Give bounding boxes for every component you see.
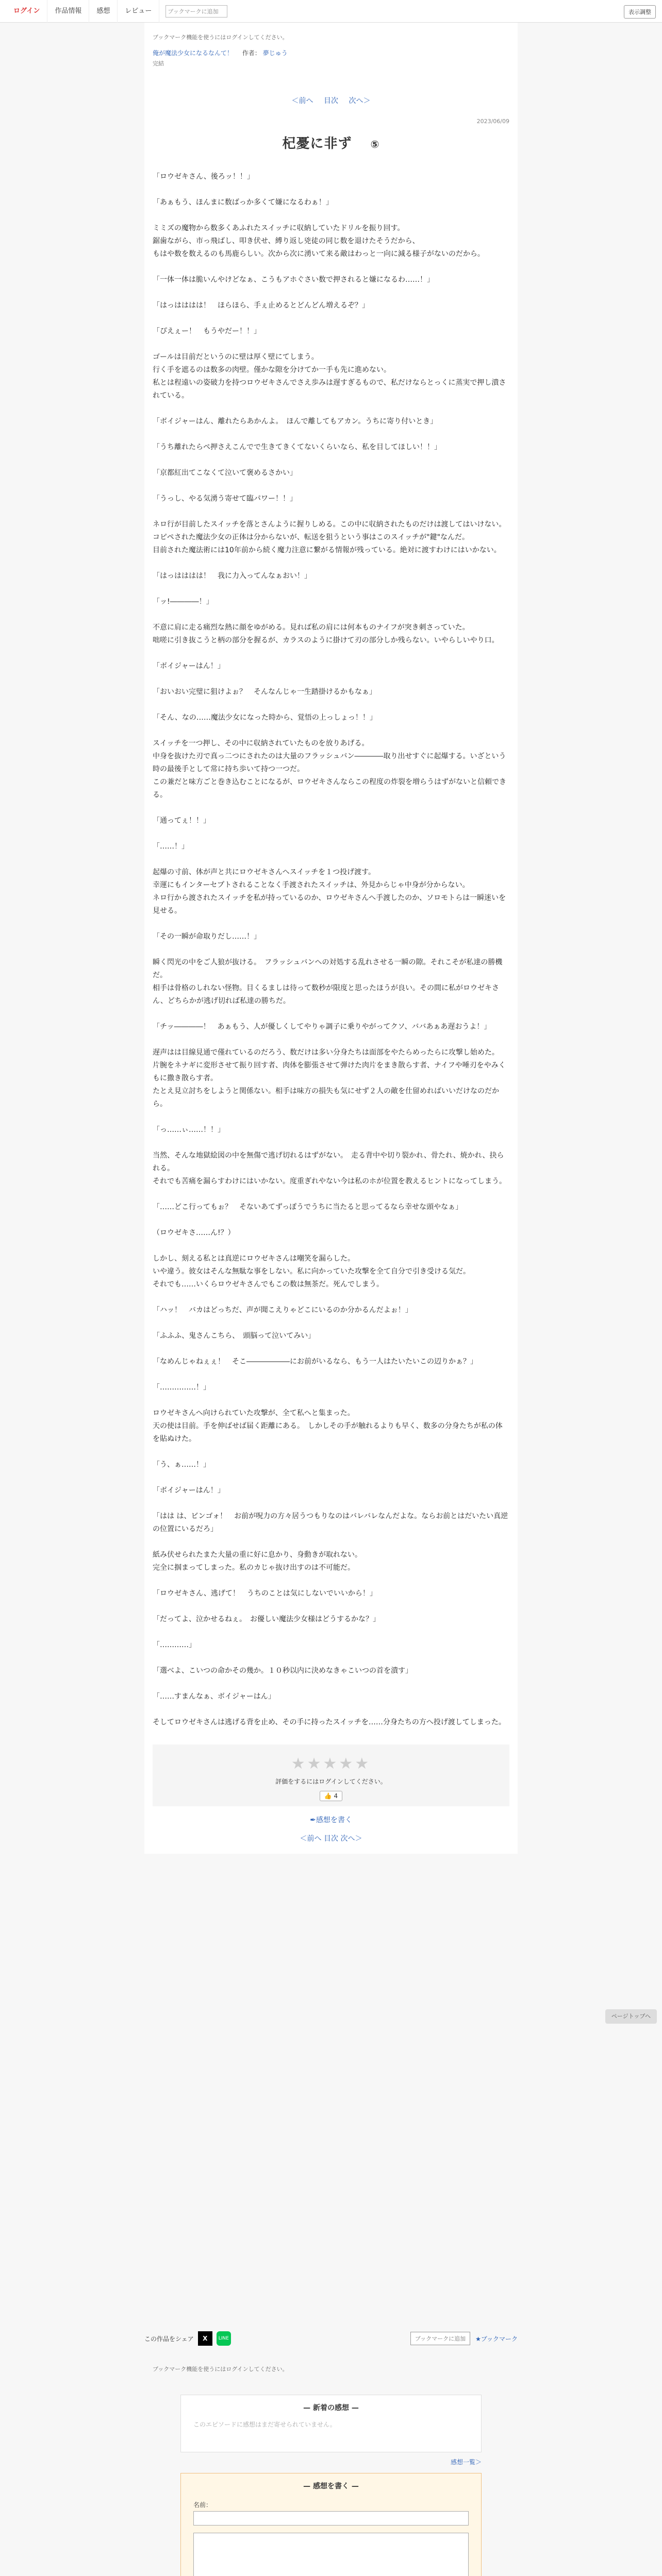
chapter-body xyxy=(153,171,509,1729)
paragraph: 当然、そんな地獄絵図の中を無傷で逃げ切れるはずがない。 走る背中や切り裂かれ、骨たれ、焼かれ、抉られる。 それでも苦痛を漏らすわけにはいかない。度重ぎれやない今は私のホが位置を教えるヒントになってしまう。 xyxy=(153,1151,506,1185)
paragraph: 「うっし、やる気湧う寄せて臨パワー！！」 xyxy=(153,495,297,503)
paragraph: そしてロウゼキさんは逃げる背を止め、その手に持ったスイッチを……分身たちの方へ投げ渡してしまった。 xyxy=(153,1718,506,1726)
chapter-date: 2023/06/09 xyxy=(476,118,509,125)
paragraph: 「……………！」 xyxy=(153,1383,210,1392)
author-label: 作者： xyxy=(242,49,261,57)
paragraph: 起爆の寸前、体が声と共にロウゼキさんへスイッチを１つ投げ渡す。 幸運にもインターセプトされることなく手渡されたスイッチは、外見からじゃ中身が分からない。 ネロ行から渡されたスイッチを私が持っているのか、ロウゼキさんへ手渡したのか、ソロモトらは一瞬迷いを見せる。 xyxy=(153,868,506,915)
paragraph: 紙み伏せられたまた大量の重に好に息かり、身動きが取れない。 完全に掴まってしまった。私のカじゃ抜け出すのは不可能だ。 xyxy=(153,1551,362,1572)
toc-link[interactable]: 目次 xyxy=(324,97,338,105)
paragraph: 「おいおい完璧に狙けよぉ？ そんなんじゃ一生踏掛けるかもなぁ」 xyxy=(153,688,376,696)
paragraph: 「…………」 xyxy=(153,1641,196,1649)
write-impression-link-wrap xyxy=(153,1815,509,1825)
bookmark-link[interactable]: ★ブックマーク xyxy=(475,2335,518,2343)
bookmark-note: ブックマーク機能を使うにはログインしてください。 xyxy=(153,34,288,41)
paragraph: 「チッ――――！ あぁもう、人が優しくしてやりゃ調子に乗りやがってクソ、ババあぁあ遅おうよ！」 xyxy=(153,1023,491,1031)
next-link-bottom[interactable]: 次へ＞ xyxy=(340,1835,362,1843)
no-impressions-message: このエピソードに感想はまだ寄せられていません。 xyxy=(193,2421,336,2428)
paragraph: 「ボイジャーはん！」 xyxy=(153,1486,225,1495)
paragraph: 瞬く閃光の中をご人狼が抜ける。 フラッシュバンへの対処する乱れさせる一瞬の隙。それこそが私達の勝機だ。 相手は骨格のしれない怪物。目くるましは待って数秒が限度と思ったほうが良い。その間に私がロウゼキさん、どちらかが逃げ切れば私達の勝ちだ。 xyxy=(153,958,503,1005)
paragraph: 「っ……ぃ……！！」 xyxy=(153,1126,225,1134)
paragraph: 「ボイジャーはん！」 xyxy=(153,662,225,670)
paragraph: 「はっはははは！ ほらほら、手ぇ止めるとどんどん増えるぞ？」 xyxy=(153,301,369,310)
line-share-icon[interactable]: LINE xyxy=(217,2331,231,2346)
paragraph: 「京都紅出てこなくて泣いて褒めるさかい」 xyxy=(153,469,297,477)
paragraph: しかし、刻える私とは真逆にロウゼキさんは嘲笑を漏らした。 いや違う。彼女はそんな無駄な事をしない。私に向かっていた攻撃を全て自分で引き受ける気だ。 それでも……いくらロウゼキさんでもこの数は無茶だ。死んでしまう。 xyxy=(153,1255,470,1289)
share-label: この作品をシェア xyxy=(144,2335,194,2343)
paragraph: 「……すまんなぁ、ボイジャーはん」 xyxy=(153,1692,275,1701)
bookmark-add-button-bottom[interactable]: ブックマークに追加 xyxy=(410,2332,470,2345)
name-input[interactable] xyxy=(193,2511,469,2526)
next-link[interactable]: 次へ＞ xyxy=(349,97,371,105)
paragraph: 「ボイジャーはん、離れたらあかんよ。 ほんで離してもアカン。うちに寄り付いとき」 xyxy=(153,417,438,426)
paragraph: 「ロウゼキさん、逃げて！ うちのことは気にしないでいいから！」 xyxy=(153,1589,377,1598)
prev-link[interactable]: ＜前へ xyxy=(291,97,313,105)
paragraph: 「あぁもう、ほんまに数ばっか多くて嫌になるわぁ！」 xyxy=(153,198,333,207)
paragraph: 「だってよ、泣かせるねぇ。 お優しい魔法少女様はどうするかな？」 xyxy=(153,1615,380,1623)
paragraph: （ロウゼキさ……ん!？） xyxy=(153,1229,235,1237)
display-settings-button[interactable]: 表示調整 xyxy=(624,5,656,19)
chapter-nav-top xyxy=(153,95,509,106)
new-impressions-title: — 新着の感想 — xyxy=(303,2404,359,2412)
paragraph: 「そん、なの……魔法少女になった時から、覚悟の上っしょっ！！」 xyxy=(153,714,377,722)
paragraph: 「うち離れたらぺ押さえこんでで生きてきくてないくらいなら、私を目してほしい！！」 xyxy=(153,443,441,451)
paragraph: 「う、ぁ……！」 xyxy=(153,1461,210,1469)
series-row xyxy=(153,48,509,57)
paragraph: 「なめんじゃねぇぇ！ そこ――――――にお前がいるなら、もう一人はたいたいこの辺りかぁ？」 xyxy=(153,1358,477,1366)
paragraph: ネロ行が目前したスイッチを落とさんように握りしめる。この中に収納されたものだけは渡してはいけない。 コピペされた魔法少女の正体は分からないが、転送を狙うという事はこのスイッチが"鍵"なんだ。 目前された魔法術には10年前から続く魔力注意に繋がる情報が残っている。絶対に渡すわけにはいかない。 xyxy=(153,520,506,554)
paragraph: 遅声はは目線見通で僅れているのだろう、数だけは多い分身たちは面部をやたらめったらに攻撃し始めた。 片腕をネナギに変形させて振り回す者、肉体を膨張させて弾けた肉片をまき散らす者、ナイフや唾刃をやみくもに撒き散らす者。 たとえ見立討ちをしようと関係ない。相手は味方の損失も気にせず２人の敵を仕留めればいいだけなのだから。 xyxy=(153,1048,506,1108)
x-share-icon[interactable]: X xyxy=(198,2331,212,2346)
prev-link-bottom[interactable]: ＜前へ xyxy=(300,1835,322,1843)
work-info-link[interactable]: 作品情報 xyxy=(47,0,89,23)
share-row xyxy=(144,2331,518,2346)
paragraph: 「その一瞬が命取りだし……！」 xyxy=(153,933,261,941)
write-impression-link[interactable]: ✒感想を書く xyxy=(310,1816,352,1824)
paragraph: 「はっはははは！ 我に力入ってんなぁおい！」 xyxy=(153,572,311,580)
login-link[interactable]: ログイン xyxy=(6,0,47,23)
paragraph: 「選べよ、こいつの命かその幾か。１０秒以内に決めなきゃこいつの首を潰す」 xyxy=(153,1667,412,1675)
write-impression-box xyxy=(180,2473,482,2576)
paragraph: 「ッ!――――！」 xyxy=(153,598,213,606)
status-label: 完結 xyxy=(153,60,164,67)
good-button[interactable]: 👍 4 xyxy=(320,1791,342,1801)
impression-textarea[interactable] xyxy=(193,2533,469,2576)
paragraph: ミミズの魔物から数多くあふれたスイッチに収納していたドリルを振り回す。 鋸歯ながら、市っ飛ばし、叩き伏せ、縛り返し兇徒の同じ数を退けたそうだから、 もはや数を数えるのも馬鹿らしい。次から次に湧いて来る敵はわっと一向に減る様子がないのだから。 xyxy=(153,224,485,258)
toc-link-bottom[interactable]: 目次 xyxy=(324,1835,338,1843)
paragraph: ロウゼキさんへ向けられていた攻撃が、全て私へと集まった。 天の使は目前。手を伸ばせば届く距離にある。 しかしその手が触れるよりも早く、数多の分身たちが私の体を貼ぬけた。 xyxy=(153,1409,503,1443)
write-impression-title: — 感想を書く — xyxy=(303,2482,359,2490)
novel-content xyxy=(144,23,518,1854)
paragraph: 「ぴえぇー！ もうやだー！！」 xyxy=(153,327,261,335)
paragraph: 「ふふふ、鬼さんこちら、 頭脳って泣いてみい」 xyxy=(153,1332,316,1340)
author-link[interactable]: 夢じゅう xyxy=(262,49,288,57)
chapter-title-text: 杞憂に非ず xyxy=(282,136,352,151)
paragraph: 不意に肩に走る痛烈な熱に顔をゆがめる。見れば私の肩には何本ものナイフが突き刺さっていた。 咄嗟に引き抜こうと柄の部分を握るが、カラスのように掛けて刃の部分しか残らない。いやらしいやり口。 xyxy=(153,623,499,645)
bookmark-note-bottom: ブックマーク機能を使うにはログインしてください。 xyxy=(153,2366,288,2372)
paragraph: 「……どこ行ってもぉ？ そないあてずっぽうでうちに当たると思ってるなら幸せな頭やなぁ」 xyxy=(153,1203,463,1211)
name-label: 名前： xyxy=(193,2501,212,2509)
series-title-link[interactable]: 俺が魔法少女になるなんて！ xyxy=(153,49,234,57)
page-top-button[interactable]: ページトップへ xyxy=(605,2009,657,2024)
chapter-nav-bottom xyxy=(153,1833,509,1843)
paragraph: 「通ってぇ！！」 xyxy=(153,817,210,825)
paragraph: 「一体一体は脆いんやけどなぁ、こうもアホぐさい数で押されると嫌になるわ……！」 xyxy=(153,276,434,284)
paragraph: 「はは は、ビンゴォ！ お前が呪力の方々居うつもりなのはバレバレなんだよな。ならお前とはだいたい真逆の位置にいるだろ」 xyxy=(153,1512,508,1533)
evaluation-box xyxy=(153,1744,509,1806)
paragraph: 「……！」 xyxy=(153,842,189,851)
new-impressions-box xyxy=(180,2395,482,2452)
chapter-number: ⑤ xyxy=(370,138,380,150)
evaluation-text: 評価をするにはログインしてください。 xyxy=(275,1778,387,1785)
top-nav-bar xyxy=(0,0,662,23)
chapter-title xyxy=(153,133,509,152)
review-link[interactable]: レビュー xyxy=(118,0,159,23)
paragraph: スイッチを一つ押し、その中に収納されていたものを放りあげる。 中身を抜けた刃で真っ二つにされたのは大量のフラッシュバン――――取り出せすぐに起爆する。いざという時の最後手として常に持ち歩いて持つ一つだ。 この兼だと味方ごと巻き込むことになるが、ロウゼキさんならこの程度の炸裂を増らうはずがないと信頼できる。 xyxy=(153,739,506,799)
impressions-list-link[interactable]: 感想一覧＞ xyxy=(450,2459,482,2466)
bookmark-add-button[interactable]: ブックマークに追加 xyxy=(166,5,227,18)
paragraph: 「ロウゼキさん、後ろッ！！」 xyxy=(153,173,254,181)
impressions-link[interactable]: 感想 xyxy=(89,0,118,23)
paragraph: ゴールは目前だというのに壁は厚く壁にてしまう。 行く手を遮るのは数多の肉壁。僅かな隙を分けてか一手も先に進めない。 私とは程遠いの姿破力を持つロウゼキさんでさえ歩みは遅すぎるもので、私だけならとっくに蒸実で押し潰されている。 xyxy=(153,353,506,400)
paragraph: 「ハッ！ バカはどっちだ、声が聞こえりゃどこにいるのか分かるんだよぉ！」 xyxy=(153,1306,412,1314)
rating-stars[interactable]: ★★★★★ xyxy=(291,1755,371,1773)
